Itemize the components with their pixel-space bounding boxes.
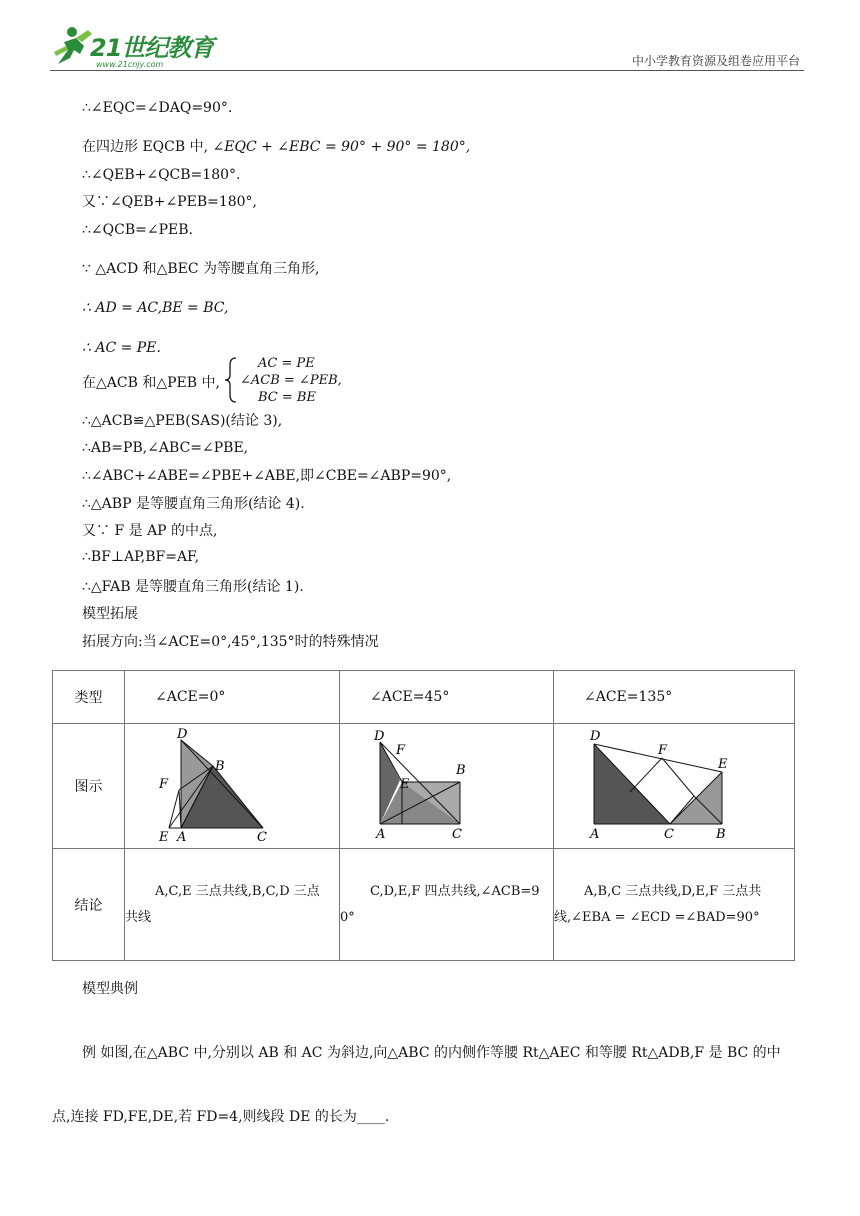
proof-line: ∴BF⊥AP,BF=AF, [82,549,200,565]
proof-line: 又∵∠QEB+∠PEB=180°, [82,194,258,210]
fig3-label-a: A [590,827,600,842]
table-cell [554,724,795,849]
conclusion-1-line-1: C,D,E,F 四点共线,∠ACB=9 [370,883,540,899]
type-2: ∠ACE=135° [584,689,673,705]
system-eq-3: BC = BE [258,390,316,405]
system-eq-2: ∠ACB = ∠PEB, [240,373,342,388]
fig2-label-b: B [456,763,466,778]
table-cell [125,849,340,961]
header-divider [50,70,804,71]
table-cell [340,671,554,724]
fig1-label-b: B [215,759,225,774]
proof-line: ∴ AD = AC,BE = BC, [82,300,229,316]
fig3-label-d: D [590,729,601,744]
proof-line: ∴△ABP 是等腰直角三角形(结论 4). [82,496,305,512]
row-label-type: 类型 [53,671,125,724]
type-1: ∠ACE=45° [370,689,450,705]
fig2-label-a: A [376,827,386,842]
page-header [0,0,860,72]
proof-line [82,136,470,156]
conclusion-1 [340,879,553,931]
fig1-label-d: D [177,727,188,742]
proof-line: 又∵ F 是 AP 的中点, [82,523,218,539]
logo-url: www.21cnjy.com [96,60,164,69]
fig1-label-f: F [159,777,169,792]
proof-line-prefix: 在四边形 EQCB 中, [82,139,209,155]
table-cell [340,849,554,961]
fig2-label-d: D [374,729,385,744]
table-row [53,671,795,724]
model-table [52,670,795,961]
platform-name: 中小学教育资源及组卷应用平台 [631,54,800,68]
proof-line: 在△ACB 和△PEB 中, [82,375,220,391]
row-label-conclusion: 结论 [53,849,125,961]
proof-line: ∴ AC = PE. [82,340,161,356]
example-line-1: 例 如图,在△ABC 中,分别以 AB 和 AC 为斜边,向△ABC 的内侧作等腰 Rt△AEC 和等腰 Rt△ADB,F 是 BC 的中 [82,1045,781,1061]
conclusion-2 [554,879,794,931]
fig3-label-c: C [664,827,674,842]
system-eq-1: AC = PE [258,356,315,371]
table-row [53,724,795,849]
proof-line: ∴∠QCB=∠PEB. [82,222,193,238]
fig3-label-e: E [718,757,728,772]
conclusion-0-line-2: 共线 [125,909,152,925]
logo-text: 21世纪教育 [90,34,214,62]
conclusion-0-line-1: A,C,E 三点共线,B,C,D 三点 [155,883,320,899]
figure-ace-0 [125,724,339,844]
row-label-figure: 图示 [53,724,125,849]
fig1-label-c: C [257,830,267,844]
section-heading: 模型典例 [82,981,138,997]
proof-line: ∴△ACB≌△PEB(SAS)(结论 3), [82,413,283,429]
table-cell [554,849,795,961]
table-cell [125,671,340,724]
fig3-label-f: F [658,743,668,758]
proof-line: ∴∠EQC=∠DAQ=90°. [82,100,233,116]
proof-line-math: ∠EQC + ∠EBC = 90° + 90° = 180°, [212,139,471,155]
table-cell [340,724,554,849]
figure-ace-135 [554,724,794,844]
conclusion-2-line-1: A,B,C 三点共线,D,E,F 三点共 [584,883,762,899]
fig1-label-e: E [159,830,169,844]
proof-line: ∴AB=PB,∠ABC=∠PBE, [82,440,249,456]
table-row [53,849,795,961]
proof-line: 拓展方向:当∠ACE=0°,45°,135°时的特殊情况 [82,634,379,650]
type-0: ∠ACE=0° [155,689,226,705]
conclusion-2-line-2: 线,∠EBA = ∠ECD =∠BAD=90° [554,909,760,925]
proof-line: ∴△FAB 是等腰直角三角形(结论 1). [82,579,304,595]
proof-line: ∴∠ABC+∠ABE=∠PBE+∠ABE,即∠CBE=∠ABP=90°, [82,468,452,484]
example-line-2: 点,连接 FD,FE,DE,若 FD=4,则线段 DE 的长为____. [52,1109,390,1125]
section-heading: 模型拓展 [82,606,138,622]
left-brace-icon [224,357,238,403]
proof-line: ∴∠QEB+∠QCB=180°. [82,167,241,183]
conclusion-0 [125,879,339,931]
table-cell [554,671,795,724]
fig2-label-e: E [400,777,410,792]
fig2-label-c: C [452,827,462,842]
fig3-label-b: B [716,827,726,842]
conclusion-1-line-2: 0° [340,909,355,925]
proof-line: ∵ △ACD 和△BEC 为等腰直角三角形, [82,261,320,277]
table-cell [125,724,340,849]
figure-ace-45 [340,724,553,844]
fig1-label-a: A [177,830,187,844]
fig2-label-f: F [396,743,406,758]
